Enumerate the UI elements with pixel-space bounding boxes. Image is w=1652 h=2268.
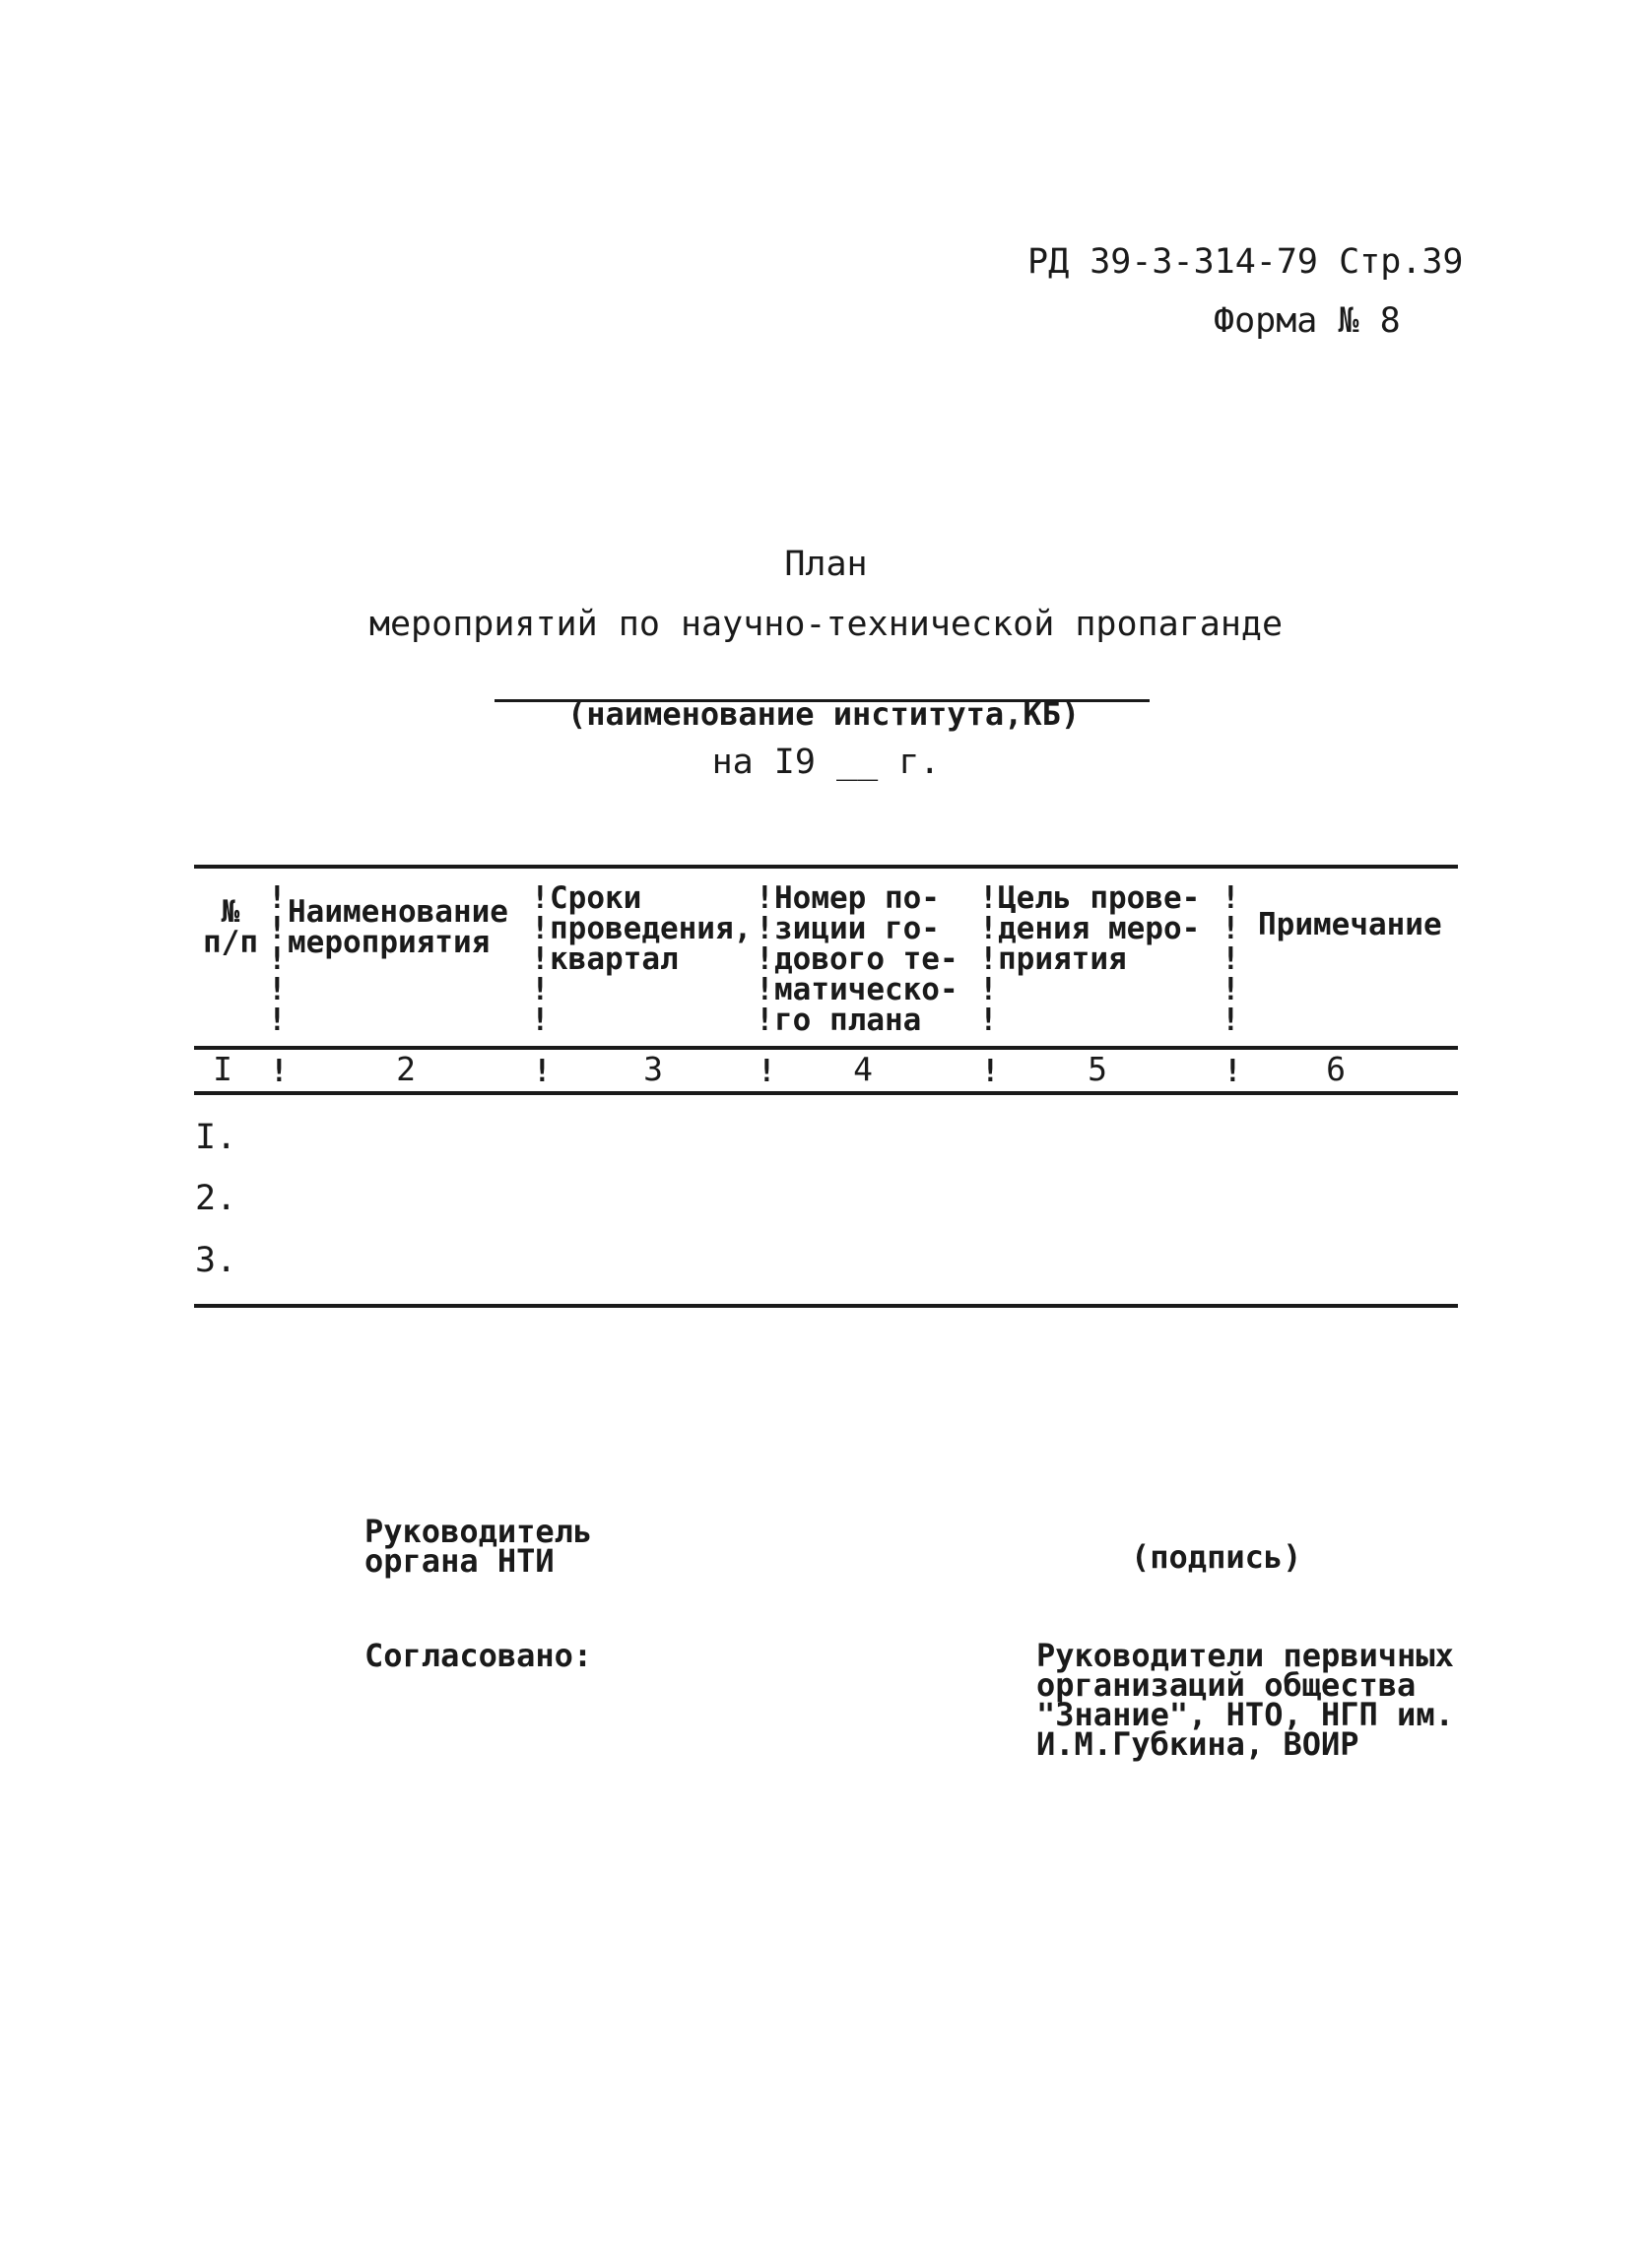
colnum-separator: ! — [1223, 1054, 1242, 1089]
plan-subtitle: мероприятий по научно-технической пропаганде — [368, 605, 1284, 644]
column-header-event-name: Наименование мероприятия — [288, 894, 508, 960]
colnum-separator: ! — [981, 1054, 1000, 1089]
header-separator: ! ! ! ! ! — [1222, 880, 1240, 1038]
header-separator: ! ! ! ! ! — [531, 880, 550, 1038]
colnum-separator: ! — [533, 1054, 552, 1089]
column-header-plan-position: Номер по- зиции го- дового те- матическо- го плана — [774, 880, 958, 1038]
column-number: 4 — [853, 1050, 873, 1088]
signature-caption: (подпись) — [1131, 1538, 1302, 1576]
institution-caption: (наименование института,КБ) — [567, 695, 1081, 733]
plan-title: План — [784, 545, 868, 584]
agreed-by-organizations: Руководители первичных организаций общества "Знание", НТО, НГП им. И.М.Губкина, ВОИР — [1036, 1637, 1454, 1763]
colnum-separator: ! — [758, 1054, 776, 1089]
year-line: на I9 __ г. — [711, 743, 941, 782]
colnum-separator: ! — [270, 1054, 289, 1089]
header-separator: ! ! ! ! ! — [268, 880, 287, 1038]
column-number: 6 — [1326, 1050, 1346, 1088]
column-header-purpose: Цель прове- дения меро- приятия — [998, 880, 1201, 977]
column-number: I — [213, 1050, 232, 1088]
agreed-label: Согласовано: — [364, 1637, 593, 1674]
column-number: 3 — [643, 1050, 663, 1088]
table-top-rule — [194, 865, 1458, 869]
table-colnum-rule — [194, 1091, 1458, 1095]
column-number: 2 — [396, 1050, 416, 1088]
column-number: 5 — [1088, 1050, 1107, 1088]
table-bottom-rule — [194, 1304, 1458, 1308]
table-row-number: 2. — [195, 1179, 237, 1218]
table-row-number: 3. — [195, 1241, 237, 1280]
table-header-rule — [194, 1046, 1458, 1050]
header-separator: ! ! ! ! ! — [979, 880, 998, 1038]
table-row-number: I. — [195, 1118, 237, 1157]
column-header-notes: Примечание — [1258, 907, 1442, 942]
head-of-nti-label: Руководитель органа НТИ — [364, 1513, 593, 1580]
column-header-number: № п/п — [203, 894, 258, 960]
form-number: Форма № 8 — [1214, 301, 1401, 341]
header-separator: ! ! ! ! ! — [756, 880, 774, 1038]
column-header-dates: Сроки проведения, квартал — [550, 880, 753, 977]
document-reference: РД 39-3-314-79 Стр.39 — [1027, 242, 1464, 282]
